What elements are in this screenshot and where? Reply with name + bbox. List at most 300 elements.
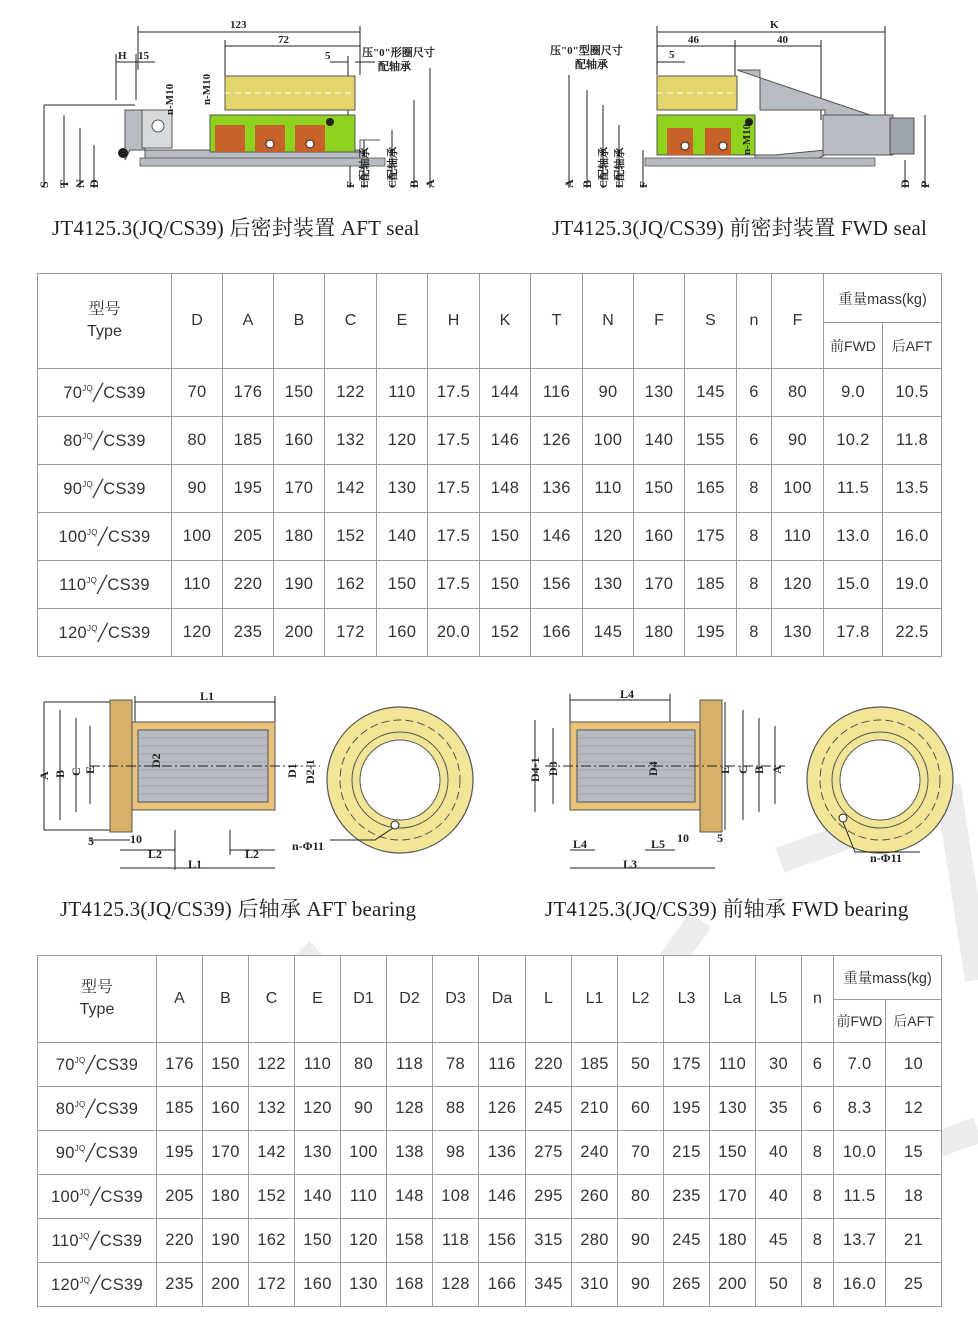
seal-table-body [38,369,942,657]
seal-table-row [38,465,942,513]
seal-type-number: 70 [63,383,83,402]
fwd-seal-drawing [545,10,955,200]
seal-value-cell: 146 [531,513,583,561]
bearing-value-cell: 126 [479,1087,526,1131]
dim-nm10-b: n-M10 [201,73,213,105]
seal-type-cell [38,561,172,609]
bearing-value-cell: 120 [295,1087,341,1131]
dim-C-aft-b: C [69,767,83,776]
bearing-col-header: L3 [664,956,710,1043]
bearing-value-cell: 10 [886,1043,942,1087]
seal-type-sup: JQ [86,527,98,537]
dim-P-fwd: P [918,180,932,188]
seal-value-cell: 130 [377,465,428,513]
bearing-value-cell: 180 [203,1175,249,1219]
seal-value-cell: 142 [325,465,377,513]
bearing-value-cell: 158 [387,1219,433,1263]
bearing-value-cell: 30 [756,1043,802,1087]
bearing-value-cell: 11.5 [834,1175,886,1219]
seal-value-cell: 15.0 [824,561,883,609]
dim-D4: D4 [646,761,660,776]
bearing-value-cell: 18 [886,1175,942,1219]
seal-value-cell: 120 [772,561,824,609]
seal-value-cell: 132 [325,417,377,465]
seal-value-cell: 140 [634,417,685,465]
seal-value-cell: 176 [223,369,274,417]
bearing-value-cell: 220 [157,1219,203,1263]
seal-value-cell: 155 [685,417,737,465]
dim-46: 46 [688,34,699,46]
bearing-value-cell: 50 [756,1263,802,1307]
bearing-value-cell: 235 [157,1263,203,1307]
seal-value-cell: 146 [480,417,531,465]
bearing-value-cell: 35 [756,1087,802,1131]
aft-bearing-drawing [30,690,500,880]
bearing-value-cell: 185 [572,1043,618,1087]
seal-col-header: T [531,274,583,369]
bearing-value-cell: 142 [249,1131,295,1175]
seal-value-cell: 8 [737,465,772,513]
seal-value-cell: 17.5 [428,369,480,417]
seal-value-cell: 220 [223,561,274,609]
dim-L1-bot: L1 [188,857,203,871]
bearing-value-cell: 140 [295,1175,341,1219]
bearing-value-cell: 215 [664,1131,710,1175]
seal-value-cell: 165 [685,465,737,513]
seal-value-cell: 17.5 [428,465,480,513]
bearing-value-cell: 7.0 [834,1043,886,1087]
seal-value-cell: 110 [172,561,223,609]
seal-col-header: F [634,274,685,369]
bearing-value-cell: 8 [802,1175,834,1219]
bearing-value-cell: 90 [618,1263,664,1307]
bearing-type-number: 80 [55,1099,75,1118]
bearing-col-header: D3 [433,956,479,1043]
bearing-value-cell: 166 [479,1263,526,1307]
bearing-value-cell: 160 [203,1087,249,1131]
seal-value-cell: 130 [583,561,634,609]
seal-value-cell: 130 [634,369,685,417]
bearing-value-cell: 280 [572,1219,618,1263]
bearing-col-header: Da [479,956,526,1043]
bearing-col-header: L2 [618,956,664,1043]
seal-col-header: A [223,274,274,369]
bearing-value-cell: 172 [249,1263,295,1307]
bearing-type-suffix: ╱CS39 [85,1055,139,1074]
dim-C: C配轴承 [387,147,399,188]
bearing-col-header: L [526,956,572,1043]
seal-table-row [38,561,942,609]
bearing-value-cell: 200 [203,1263,249,1307]
seal-type-number: 120 [58,623,87,642]
bearing-value-cell: 130 [341,1263,387,1307]
dim-72: 72 [278,34,289,46]
seal-value-cell: 100 [172,513,223,561]
dim-S: S [37,181,51,188]
bearing-type-suffix: ╱CS39 [90,1275,143,1294]
bearing-table-row [38,1087,942,1131]
dim-D-fwd: D [898,179,912,188]
seal-type-sup: JQ [86,575,98,585]
bearing-value-cell: 118 [433,1219,479,1263]
bearing-value-cell: 120 [341,1219,387,1263]
seal-mass-aft-header: 后AFT [883,323,942,369]
dim-shaft: 配轴承 [378,61,411,73]
bearing-table-row [38,1263,942,1307]
seal-value-cell: 175 [685,513,737,561]
seal-col-header: H [428,274,480,369]
seal-value-cell: 8 [737,561,772,609]
seal-value-cell: 10.2 [824,417,883,465]
seal-col-header: S [685,274,737,369]
seal-col-header: K [480,274,531,369]
bearing-value-cell: 146 [479,1175,526,1219]
bearing-value-cell: 345 [526,1263,572,1307]
dim-B-fwd: B [580,179,594,188]
seal-value-cell: 136 [531,465,583,513]
bearing-value-cell: 118 [387,1043,433,1087]
seal-value-cell: 17.5 [428,417,480,465]
dim-nphi-aft: n-Φ11 [292,839,324,853]
bearing-value-cell: 80 [341,1043,387,1087]
bearing-type-cell [38,1219,157,1263]
seal-value-cell: 150 [274,369,325,417]
bearing-table-row [38,1043,942,1087]
dim-L1-top: L1 [200,690,215,703]
dim-D1: D1 [285,763,299,778]
seal-value-cell: 90 [583,369,634,417]
dim-15: 15 [138,50,149,62]
seal-value-cell: 11.8 [883,417,942,465]
bearing-table-row [38,1131,942,1175]
seal-value-cell: 8 [737,513,772,561]
dim-10-fwd-b: 10 [677,831,689,845]
aft-seal-drawing [30,10,470,200]
bearing-value-cell: 138 [387,1131,433,1175]
bearing-value-cell: 132 [249,1087,295,1131]
bearing-value-cell: 295 [526,1175,572,1219]
bearing-value-cell: 108 [433,1175,479,1219]
bearing-table-row [38,1219,942,1263]
bearing-value-cell: 150 [203,1043,249,1087]
bearing-value-cell: 152 [249,1175,295,1219]
seal-table-row [38,513,942,561]
bearing-col-header: L5 [756,956,802,1043]
bearing-col-header: La [710,956,756,1043]
dim-E-aft-b: E [83,765,97,774]
bearing-value-cell: 275 [526,1131,572,1175]
aft-seal-caption: JT4125.3(JQ/CS39) 后密封装置 AFT seal [52,216,420,240]
seal-value-cell: 144 [480,369,531,417]
bearing-value-cell: 160 [295,1263,341,1307]
bearing-col-header: D2 [387,956,433,1043]
seal-type-number: 90 [63,479,83,498]
seal-value-cell: 195 [223,465,274,513]
seal-value-cell: 140 [377,513,428,561]
seal-value-cell: 160 [634,513,685,561]
dim-D2-1: D2-1 [303,759,317,784]
seal-value-cell: 120 [583,513,634,561]
bearing-value-cell: 150 [710,1131,756,1175]
seal-table-row [38,417,942,465]
bearing-value-cell: 40 [756,1131,802,1175]
seal-value-cell: 17.5 [428,561,480,609]
bearing-value-cell: 245 [526,1087,572,1131]
bearing-type-number: 110 [51,1231,79,1250]
bearing-value-cell: 12 [886,1087,942,1131]
bearing-value-cell: 220 [526,1043,572,1087]
bearing-value-cell: 185 [157,1087,203,1131]
seal-spec-table [37,273,942,657]
seal-value-cell: 90 [172,465,223,513]
seal-value-cell: 116 [531,369,583,417]
bearing-value-cell: 128 [387,1087,433,1131]
seal-value-cell: 11.5 [824,465,883,513]
bearing-type-cell [38,1043,157,1087]
bearing-value-cell: 315 [526,1219,572,1263]
bearing-value-cell: 70 [618,1131,664,1175]
seal-type-suffix: ╱CS39 [93,479,146,498]
seal-value-cell: 205 [223,513,274,561]
bearing-value-cell: 130 [295,1131,341,1175]
bearing-value-cell: 80 [618,1175,664,1219]
seal-value-cell: 195 [685,609,737,657]
bearing-value-cell: 78 [433,1043,479,1087]
bearing-value-cell: 110 [295,1043,341,1087]
seal-type-cn: 型号 [88,301,121,318]
dim-40: 40 [777,34,788,46]
bearing-value-cell: 195 [664,1087,710,1131]
seal-value-cell: 172 [325,609,377,657]
seal-value-cell: 100 [583,417,634,465]
dim-E-fwd-b: E [718,765,732,774]
seal-value-cell: 16.0 [883,513,942,561]
bearing-value-cell: 195 [157,1131,203,1175]
dim-D4-1: D4-1 [528,757,542,782]
dim-shaft-fwd: 配轴承 [575,59,608,71]
bearing-value-cell: 175 [664,1043,710,1087]
seal-value-cell: 100 [772,465,824,513]
seal-col-header: n [737,274,772,369]
bearing-col-header: E [295,956,341,1043]
seal-value-cell: 70 [172,369,223,417]
dim-C-fwd: C配轴承 [598,147,610,188]
seal-type-cell [38,609,172,657]
bearing-value-cell: 50 [618,1043,664,1087]
dim-5-fwd-b: 5 [717,831,723,845]
seal-value-cell: 162 [325,561,377,609]
bearing-type-sup: JQ [74,1055,86,1065]
seal-value-cell: 145 [583,609,634,657]
seal-type-number: 100 [58,527,87,546]
seal-type-number: 80 [63,431,83,450]
seal-value-cell: 90 [772,417,824,465]
bearing-value-cell: 15 [886,1131,942,1175]
seal-type-number: 110 [59,575,87,594]
bearing-value-cell: 205 [157,1175,203,1219]
seal-col-header: D [172,274,223,369]
bearing-value-cell: 148 [387,1175,433,1219]
dim-B-aft-b: B [53,769,67,778]
bearing-value-cell: 265 [664,1263,710,1307]
bearing-mass-aft-header: 后AFT [886,1000,942,1043]
seal-type-en: Type [87,323,122,340]
bearing-type-sup: JQ [79,1187,91,1197]
seal-type-suffix: ╱CS39 [93,431,146,450]
bearing-value-cell: 60 [618,1087,664,1131]
bearing-value-cell: 136 [479,1131,526,1175]
bearing-value-cell: 162 [249,1219,295,1263]
seal-value-cell: 152 [480,609,531,657]
bearing-value-cell: 168 [387,1263,433,1307]
seal-value-cell: 200 [274,609,325,657]
dim-L5: L5 [651,837,666,851]
bearing-type-number: 120 [51,1275,80,1294]
dim-123: 123 [230,19,247,31]
bearing-type-number: 100 [51,1187,80,1206]
seal-col-header: N [583,274,634,369]
bearing-type-suffix: ╱CS39 [89,1231,143,1250]
seal-value-cell: 110 [772,513,824,561]
seal-value-cell: 145 [685,369,737,417]
seal-value-cell: 160 [377,609,428,657]
bearing-mass-header: 重量mass(kg) [834,956,942,1000]
bearing-type-suffix: ╱CS39 [85,1143,139,1162]
bearing-value-cell: 6 [802,1087,834,1131]
bearing-col-header: C [249,956,295,1043]
seal-value-cell: 110 [377,369,428,417]
seal-value-cell: 122 [325,369,377,417]
seal-value-cell: 20.0 [428,609,480,657]
seal-type-suffix: ╱CS39 [93,383,146,402]
seal-value-cell: 235 [223,609,274,657]
seal-col-header: E [377,274,428,369]
seal-value-cell: 110 [583,465,634,513]
dim-L2-a: L2 [148,847,163,861]
seal-value-cell: 170 [634,561,685,609]
bearing-type-cell [38,1087,157,1131]
dim-D: D [87,179,101,188]
dim-nm10-a: n-M10 [164,83,176,115]
bearing-value-cell: 98 [433,1131,479,1175]
seal-value-cell: 150 [480,561,531,609]
seal-value-cell: 185 [685,561,737,609]
dim-D2: D2 [149,753,163,768]
bearing-col-header: A [157,956,203,1043]
seal-type-cell [38,369,172,417]
bearing-col-header: n [802,956,834,1043]
seal-type-sup: JQ [82,431,94,441]
dim-A-fwd: A [562,179,576,188]
bearing-value-cell: 6 [802,1043,834,1087]
bearing-value-cell: 130 [710,1087,756,1131]
seal-value-cell: 152 [325,513,377,561]
dim-B: B [407,179,421,188]
seal-value-cell: 156 [531,561,583,609]
bearing-type-cell [38,1175,157,1219]
bearing-value-cell: 150 [295,1219,341,1263]
dim-H: H [118,50,127,62]
dim-5-fwd: 5 [669,49,675,61]
seal-table-row [38,369,942,417]
seal-value-cell: 9.0 [824,369,883,417]
seal-value-cell: 150 [377,561,428,609]
bearing-value-cell: 210 [572,1087,618,1131]
bearing-type-number: 90 [55,1143,75,1162]
seal-type-suffix: ╱CS39 [97,527,151,546]
bearing-value-cell: 8 [802,1131,834,1175]
seal-value-cell: 80 [772,369,824,417]
bearing-type-cn: 型号 [80,979,113,996]
dim-B-fwd-b: B [752,765,766,774]
dim-L4-top: L4 [620,690,635,701]
bearing-value-cell: 13.7 [834,1219,886,1263]
bearing-col-header: D1 [341,956,387,1043]
seal-value-cell: 22.5 [883,609,942,657]
seal-value-cell: 19.0 [883,561,942,609]
dim-E-fwd: E配轴承 [614,147,626,188]
seal-type-cell [38,465,172,513]
bearing-mass-fwd-header: 前FWD [834,1000,886,1043]
bearing-type-number: 70 [55,1055,75,1074]
bearing-type-header [38,956,157,1043]
seal-value-cell: 8 [737,609,772,657]
bearing-value-cell: 240 [572,1131,618,1175]
seal-value-cell: 160 [274,417,325,465]
dim-10-aft-b: 10 [130,832,142,846]
seal-value-cell: 80 [172,417,223,465]
bearing-value-cell: 128 [433,1263,479,1307]
seal-type-header [38,274,172,369]
bearing-value-cell: 170 [203,1131,249,1175]
seal-type-cell [38,417,172,465]
dim-oring-fwd: 压"0"型圈尺寸 [550,45,623,57]
bearing-type-cell [38,1131,157,1175]
dim-E: E配轴承 [359,147,371,188]
dim-C-fwd-b: C [736,765,750,774]
bearing-value-cell: 235 [664,1175,710,1219]
bearing-value-cell: 40 [756,1175,802,1219]
dim-F-fwd: F [638,181,650,188]
bearing-type-sup: JQ [79,1275,91,1285]
bearing-value-cell: 8.3 [834,1087,886,1131]
dim-N: N [73,179,87,188]
fwd-bearing-drawing [525,690,975,880]
bearing-col-header: L1 [572,956,618,1043]
bearing-value-cell: 116 [479,1043,526,1087]
seal-value-cell: 13.0 [824,513,883,561]
seal-value-cell: 180 [634,609,685,657]
bearing-value-cell: 122 [249,1043,295,1087]
fwd-bearing-caption: JT4125.3(JQ/CS39) 前轴承 FWD bearing [545,897,909,921]
seal-value-cell: 170 [274,465,325,513]
seal-value-cell: 120 [172,609,223,657]
seal-value-cell: 180 [274,513,325,561]
bearing-value-cell: 170 [710,1175,756,1219]
seal-col-header: B [274,274,325,369]
dim-L3: L3 [623,857,638,871]
seal-value-cell: 17.8 [824,609,883,657]
bearing-value-cell: 8 [802,1219,834,1263]
bearing-value-cell: 260 [572,1175,618,1219]
seal-value-cell: 130 [772,609,824,657]
dim-T: T [57,179,71,188]
bearing-type-suffix: ╱CS39 [90,1187,143,1206]
bearing-value-cell: 156 [479,1219,526,1263]
dim-oring: 压"0"形圈尺寸 [362,47,435,59]
dim-K: K [770,19,779,31]
dim-A: A [423,179,437,188]
